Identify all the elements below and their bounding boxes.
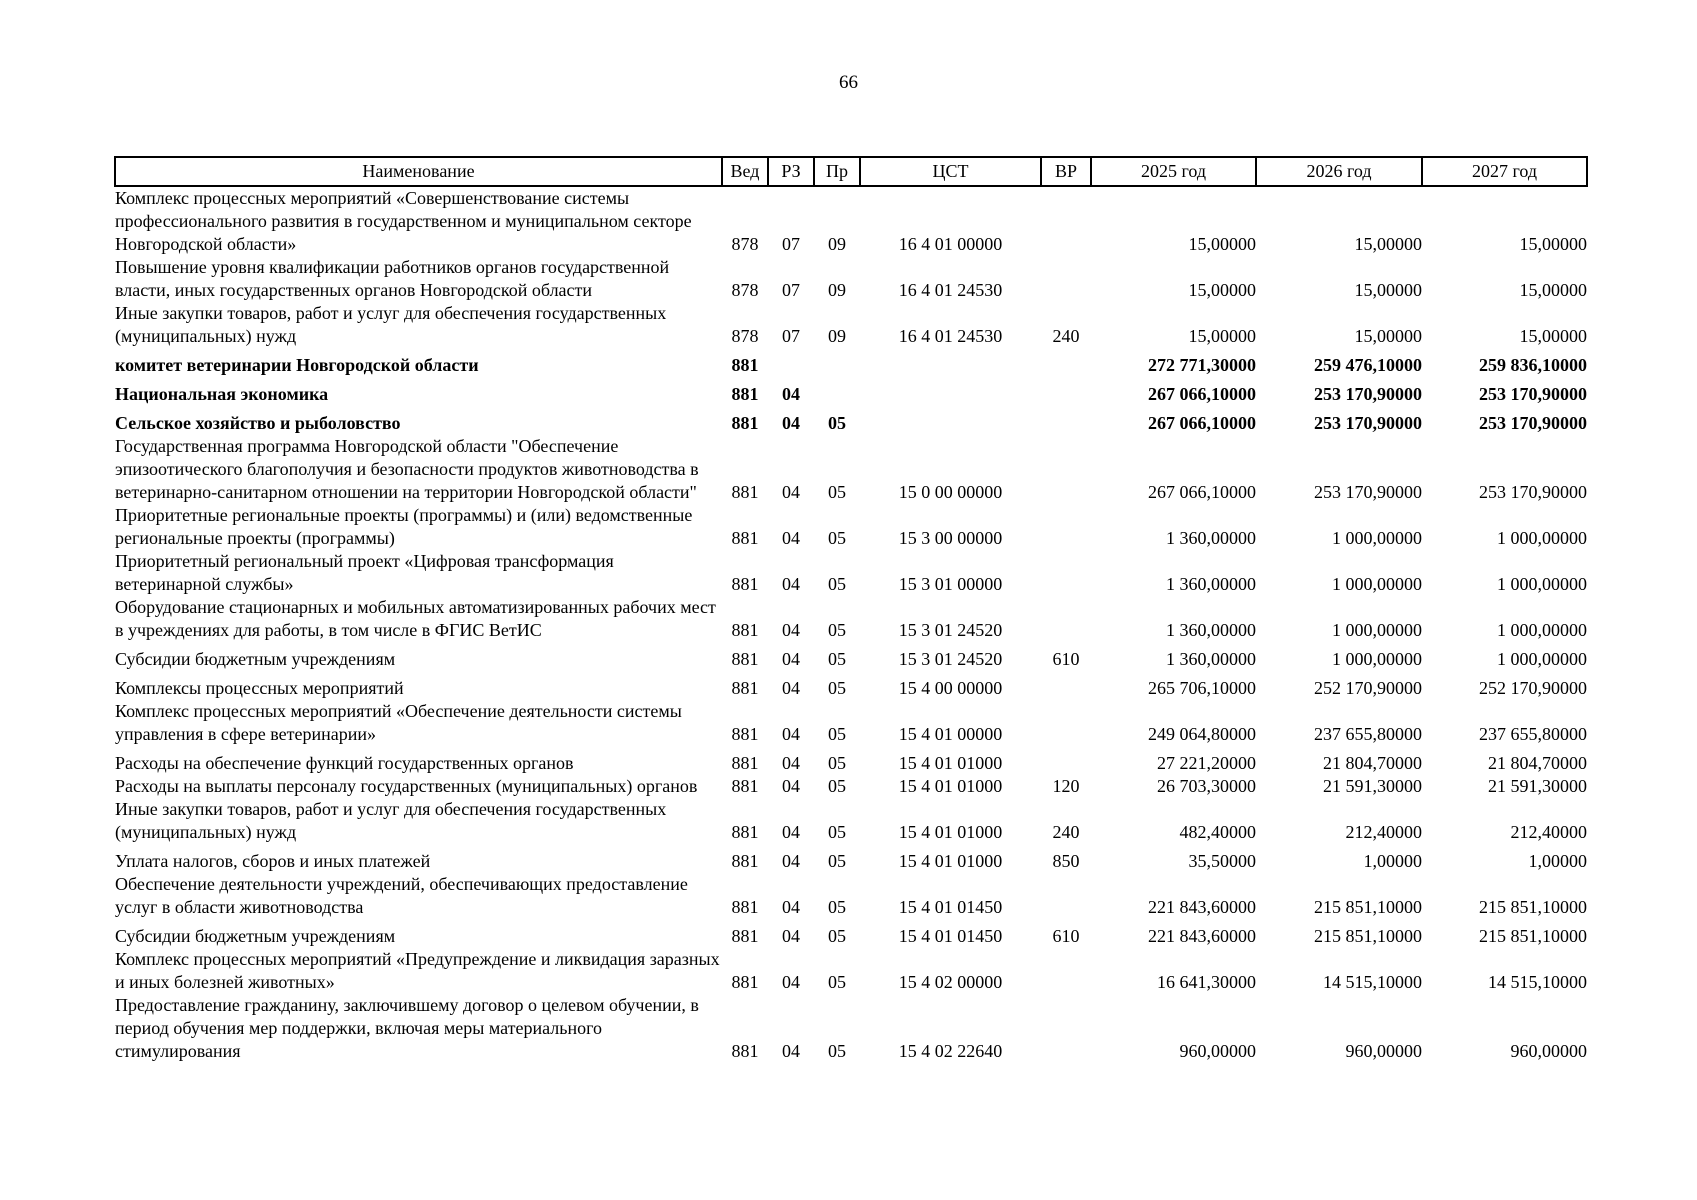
row-pr: 05 xyxy=(828,753,846,773)
row-name: Национальная экономика xyxy=(115,384,329,404)
row-name: Повышение уровня квалификации работников органов государственной власти, иных государственных органов Новгородской области xyxy=(115,257,670,300)
row-pr: 05 xyxy=(828,413,846,433)
row-amount-2027: 960,00000 xyxy=(1510,1041,1587,1061)
row-amount-2027: 21 591,30000 xyxy=(1488,776,1587,796)
row-amount-2026: 15,00000 xyxy=(1354,280,1422,300)
row-vr xyxy=(1041,186,1091,256)
row-pr: 05 xyxy=(828,482,846,502)
row-name: Предоставление гражданину, заключившему договор о целевом обучении, в период обучения мер поддержки, включая меры материального стимулирования xyxy=(115,995,699,1061)
row-name: Расходы на обеспечение функций государственных органов xyxy=(115,753,574,773)
row-amount-2027: 21 804,70000 xyxy=(1488,753,1587,773)
table-row xyxy=(115,844,1587,873)
header-2027: 2027 год xyxy=(1422,157,1587,186)
row-amount-2027: 215 851,10000 xyxy=(1479,897,1587,917)
row-amount-2027: 253 170,90000 xyxy=(1479,384,1587,404)
row-amount-2026: 14 515,10000 xyxy=(1323,972,1422,992)
row-pr: 05 xyxy=(828,776,846,796)
row-cst: 16 4 01 00000 xyxy=(898,234,1003,254)
row-vr: 610 xyxy=(1052,649,1080,669)
row-pr: 05 xyxy=(828,574,846,594)
row-amount-2027: 14 515,10000 xyxy=(1488,972,1587,992)
row-amount-2027: 212,40000 xyxy=(1510,822,1587,842)
row-cst: 15 4 01 01450 xyxy=(898,897,1003,917)
row-vr xyxy=(1041,435,1091,504)
table-row xyxy=(115,186,1587,256)
row-name: Субсидии бюджетным учреждениям xyxy=(115,649,396,669)
row-cst: 15 4 01 00000 xyxy=(898,724,1003,744)
page-number: 66 xyxy=(839,72,858,93)
row-ved: 878 xyxy=(731,234,759,254)
table-row xyxy=(115,256,1587,302)
table-row xyxy=(115,919,1587,948)
row-amount-2026: 252 170,90000 xyxy=(1314,678,1422,698)
row-amount-2025: 221 843,60000 xyxy=(1148,897,1256,917)
header-2026: 2026 год xyxy=(1256,157,1422,186)
row-rz: 04 xyxy=(782,897,800,917)
row-amount-2025: 26 703,30000 xyxy=(1157,776,1256,796)
table-row xyxy=(115,642,1587,671)
row-vr xyxy=(1041,550,1091,596)
row-amount-2025: 265 706,10000 xyxy=(1148,678,1256,698)
row-name: Иные закупки товаров, работ и услуг для обеспечения государственных (муниципальных) нужд xyxy=(115,799,667,842)
row-vr: 850 xyxy=(1052,851,1080,871)
row-amount-2026: 1,00000 xyxy=(1363,851,1422,871)
row-ved: 881 xyxy=(731,620,759,640)
row-rz: 04 xyxy=(782,482,800,502)
table-row xyxy=(115,798,1587,844)
row-pr xyxy=(814,377,860,406)
row-ved: 881 xyxy=(731,776,759,796)
row-vr xyxy=(1041,348,1091,377)
row-pr: 05 xyxy=(828,620,846,640)
row-pr: 09 xyxy=(828,280,846,300)
row-amount-2026: 1 000,00000 xyxy=(1332,620,1422,640)
row-rz: 04 xyxy=(782,753,800,773)
row-ved: 881 xyxy=(731,678,759,698)
row-amount-2025: 16 641,30000 xyxy=(1157,972,1256,992)
row-rz: 04 xyxy=(782,1041,800,1061)
row-cst: 15 4 01 01000 xyxy=(898,776,1003,796)
table-row xyxy=(115,700,1587,746)
row-ved: 881 xyxy=(731,574,759,594)
row-vr xyxy=(1041,377,1091,406)
table-header-row xyxy=(115,157,1587,186)
row-ved: 881 xyxy=(731,649,759,669)
row-rz: 07 xyxy=(782,280,800,300)
row-pr: 05 xyxy=(828,528,846,548)
header-pr: Пр xyxy=(814,157,860,186)
table-row xyxy=(115,550,1587,596)
row-ved: 881 xyxy=(731,724,759,744)
row-pr: 05 xyxy=(828,822,846,842)
header-2025: 2025 год xyxy=(1091,157,1256,186)
row-amount-2026: 1 000,00000 xyxy=(1332,649,1422,669)
row-cst: 16 4 01 24530 xyxy=(898,326,1003,346)
row-rz: 04 xyxy=(782,384,800,404)
header-ved: Вед xyxy=(722,157,768,186)
row-pr xyxy=(814,348,860,377)
row-rz: 04 xyxy=(782,620,800,640)
row-ved: 878 xyxy=(731,326,759,346)
row-amount-2027: 215 851,10000 xyxy=(1479,926,1587,946)
table-row xyxy=(115,596,1587,642)
row-cst: 15 0 00 00000 xyxy=(898,482,1003,502)
row-amount-2025: 267 066,10000 xyxy=(1148,482,1256,502)
row-vr: 120 xyxy=(1052,776,1080,796)
row-ved: 881 xyxy=(731,926,759,946)
row-amount-2026: 1 000,00000 xyxy=(1332,528,1422,548)
row-amount-2026: 15,00000 xyxy=(1354,326,1422,346)
row-cst xyxy=(860,406,1041,435)
row-amount-2027: 1 000,00000 xyxy=(1497,528,1587,548)
row-amount-2027: 15,00000 xyxy=(1519,326,1587,346)
row-amount-2027: 15,00000 xyxy=(1519,234,1587,254)
row-amount-2025: 1 360,00000 xyxy=(1166,528,1256,548)
row-cst: 15 4 02 00000 xyxy=(898,972,1003,992)
row-rz: 04 xyxy=(782,926,800,946)
row-rz: 04 xyxy=(782,851,800,871)
row-cst: 15 4 01 01000 xyxy=(898,753,1003,773)
row-cst: 15 3 01 00000 xyxy=(898,574,1003,594)
row-vr: 240 xyxy=(1052,326,1080,346)
table-row xyxy=(115,873,1587,919)
row-amount-2027: 1 000,00000 xyxy=(1497,620,1587,640)
row-vr: 610 xyxy=(1052,926,1080,946)
row-amount-2026: 215 851,10000 xyxy=(1314,897,1422,917)
row-amount-2025: 15,00000 xyxy=(1188,234,1256,254)
row-rz: 04 xyxy=(782,776,800,796)
row-amount-2027: 253 170,90000 xyxy=(1479,413,1587,433)
row-name: Приоритетный региональный проект «Цифровая трансформация ветеринарной службы» xyxy=(115,551,614,594)
row-ved: 881 xyxy=(731,851,759,871)
row-ved: 881 xyxy=(731,753,759,773)
row-cst xyxy=(860,348,1041,377)
table-row xyxy=(115,504,1587,550)
table-row xyxy=(115,302,1587,348)
row-ved: 881 xyxy=(731,355,759,375)
row-name: Комплекс процессных мероприятий «Совершенствование системы профессионального развития в государственном и муниципальном секторе Новгородской области» xyxy=(115,188,692,254)
row-rz: 04 xyxy=(782,528,800,548)
row-amount-2025: 960,00000 xyxy=(1179,1041,1256,1061)
row-cst: 15 3 01 24520 xyxy=(898,620,1003,640)
row-vr xyxy=(1041,256,1091,302)
row-rz: 07 xyxy=(782,326,800,346)
row-rz: 04 xyxy=(782,574,800,594)
row-vr xyxy=(1041,596,1091,642)
row-cst: 15 3 00 00000 xyxy=(898,528,1003,548)
row-name: Расходы на выплаты персоналу государственных (муниципальных) органов xyxy=(115,776,698,796)
row-rz: 04 xyxy=(782,413,800,433)
row-pr: 05 xyxy=(828,972,846,992)
row-amount-2025: 1 360,00000 xyxy=(1166,574,1256,594)
row-pr: 05 xyxy=(828,1041,846,1061)
row-ved: 881 xyxy=(731,972,759,992)
table-row xyxy=(115,994,1587,1063)
row-ved: 881 xyxy=(731,897,759,917)
row-amount-2026: 15,00000 xyxy=(1354,234,1422,254)
row-ved: 881 xyxy=(731,1041,759,1061)
row-pr: 09 xyxy=(828,234,846,254)
table-row xyxy=(115,948,1587,994)
row-pr: 09 xyxy=(828,326,846,346)
row-amount-2026: 1 000,00000 xyxy=(1332,574,1422,594)
row-vr xyxy=(1041,406,1091,435)
row-cst: 16 4 01 24530 xyxy=(898,280,1003,300)
row-ved: 881 xyxy=(731,822,759,842)
row-cst: 15 4 01 01000 xyxy=(898,822,1003,842)
row-amount-2026: 253 170,90000 xyxy=(1314,413,1422,433)
row-cst: 15 4 01 01000 xyxy=(898,851,1003,871)
table-row xyxy=(115,348,1587,377)
row-cst: 15 3 01 24520 xyxy=(898,649,1003,669)
row-vr xyxy=(1041,994,1091,1063)
row-ved: 878 xyxy=(731,280,759,300)
row-rz xyxy=(768,348,814,377)
row-amount-2027: 15,00000 xyxy=(1519,280,1587,300)
row-amount-2026: 960,00000 xyxy=(1345,1041,1422,1061)
row-vr xyxy=(1041,746,1091,775)
row-pr: 05 xyxy=(828,724,846,744)
row-vr: 240 xyxy=(1052,822,1080,842)
row-name: Оборудование стационарных и мобильных автоматизированных рабочих мест в учреждениях для работы, в том числе в ФГИС ВетИС xyxy=(115,597,716,640)
row-amount-2026: 253 170,90000 xyxy=(1314,384,1422,404)
row-amount-2026: 259 476,10000 xyxy=(1314,355,1422,375)
row-name: Субсидии бюджетным учреждениям xyxy=(115,926,396,946)
header-rz: РЗ xyxy=(768,157,814,186)
row-amount-2026: 253 170,90000 xyxy=(1314,482,1422,502)
row-amount-2025: 272 771,30000 xyxy=(1148,355,1256,375)
table-body xyxy=(115,186,1587,1063)
row-amount-2027: 237 655,80000 xyxy=(1479,724,1587,744)
row-name: Комплексы процессных мероприятий xyxy=(115,678,404,698)
row-amount-2025: 482,40000 xyxy=(1179,822,1256,842)
row-rz: 07 xyxy=(782,234,800,254)
row-amount-2027: 252 170,90000 xyxy=(1479,678,1587,698)
row-amount-2027: 253 170,90000 xyxy=(1479,482,1587,502)
row-amount-2027: 259 836,10000 xyxy=(1479,355,1587,375)
row-name: Сельское хозяйство и рыболовство xyxy=(115,413,401,433)
header-vr: ВР xyxy=(1041,157,1091,186)
table-row xyxy=(115,775,1587,798)
row-ved: 881 xyxy=(731,482,759,502)
table-row xyxy=(115,435,1587,504)
row-pr: 05 xyxy=(828,897,846,917)
row-amount-2025: 15,00000 xyxy=(1188,326,1256,346)
row-amount-2026: 21 804,70000 xyxy=(1323,753,1422,773)
row-amount-2025: 221 843,60000 xyxy=(1148,926,1256,946)
row-ved: 881 xyxy=(731,413,759,433)
table-row xyxy=(115,746,1587,775)
row-vr xyxy=(1041,504,1091,550)
row-vr xyxy=(1041,671,1091,700)
row-ved: 881 xyxy=(731,528,759,548)
row-name: Иные закупки товаров, работ и услуг для обеспечения государственных (муниципальных) нужд xyxy=(115,303,667,346)
row-ved: 881 xyxy=(731,384,759,404)
row-amount-2025: 35,50000 xyxy=(1188,851,1256,871)
row-rz: 04 xyxy=(782,724,800,744)
row-amount-2026: 215 851,10000 xyxy=(1314,926,1422,946)
table-row xyxy=(115,377,1587,406)
row-amount-2025: 249 064,80000 xyxy=(1148,724,1256,744)
table-row xyxy=(115,406,1587,435)
row-amount-2026: 21 591,30000 xyxy=(1323,776,1422,796)
row-amount-2025: 267 066,10000 xyxy=(1148,413,1256,433)
row-rz: 04 xyxy=(782,649,800,669)
row-amount-2025: 1 360,00000 xyxy=(1166,649,1256,669)
row-amount-2027: 1 000,00000 xyxy=(1497,574,1587,594)
header-name: Наименование xyxy=(115,157,722,186)
row-name: Обеспечение деятельности учреждений, обеспечивающих предоставление услуг в области животноводства xyxy=(115,874,688,917)
row-name: Уплата налогов, сборов и иных платежей xyxy=(115,851,431,871)
row-name: Комплекс процессных мероприятий «Предупреждение и ликвидация заразных и иных болезней животных» xyxy=(115,949,720,992)
row-pr: 05 xyxy=(828,926,846,946)
row-pr: 05 xyxy=(828,678,846,698)
row-name: Комплекс процессных мероприятий «Обеспечение деятельности системы управления в сфере ветеринарии» xyxy=(115,701,682,744)
budget-table xyxy=(114,156,1588,1063)
row-rz: 04 xyxy=(782,678,800,698)
row-name: комитет ветеринарии Новгородской области xyxy=(115,355,479,375)
row-cst: 15 4 00 00000 xyxy=(898,678,1003,698)
table-row xyxy=(115,671,1587,700)
row-amount-2025: 1 360,00000 xyxy=(1166,620,1256,640)
row-amount-2026: 212,40000 xyxy=(1345,822,1422,842)
row-vr xyxy=(1041,948,1091,994)
row-rz: 04 xyxy=(782,972,800,992)
header-cst: ЦСТ xyxy=(860,157,1041,186)
row-cst: 15 4 02 22640 xyxy=(898,1041,1003,1061)
row-amount-2026: 237 655,80000 xyxy=(1314,724,1422,744)
row-vr xyxy=(1041,873,1091,919)
row-rz: 04 xyxy=(782,822,800,842)
row-name: Государственная программа Новгородской области "Обеспечение эпизоотического благополучия и безопасности продуктов животноводства в ветеринарно-санитарном отношении на территории Новгородской области" xyxy=(115,436,699,502)
row-pr: 05 xyxy=(828,851,846,871)
row-amount-2027: 1 000,00000 xyxy=(1497,649,1587,669)
row-amount-2027: 1,00000 xyxy=(1528,851,1587,871)
row-vr xyxy=(1041,700,1091,746)
row-pr: 05 xyxy=(828,649,846,669)
row-amount-2025: 267 066,10000 xyxy=(1148,384,1256,404)
row-name: Приоритетные региональные проекты (программы) и (или) ведомственные региональные проекты (программы) xyxy=(115,505,693,548)
row-amount-2025: 15,00000 xyxy=(1188,280,1256,300)
row-amount-2025: 27 221,20000 xyxy=(1157,753,1256,773)
row-cst xyxy=(860,377,1041,406)
row-cst: 15 4 01 01450 xyxy=(898,926,1003,946)
